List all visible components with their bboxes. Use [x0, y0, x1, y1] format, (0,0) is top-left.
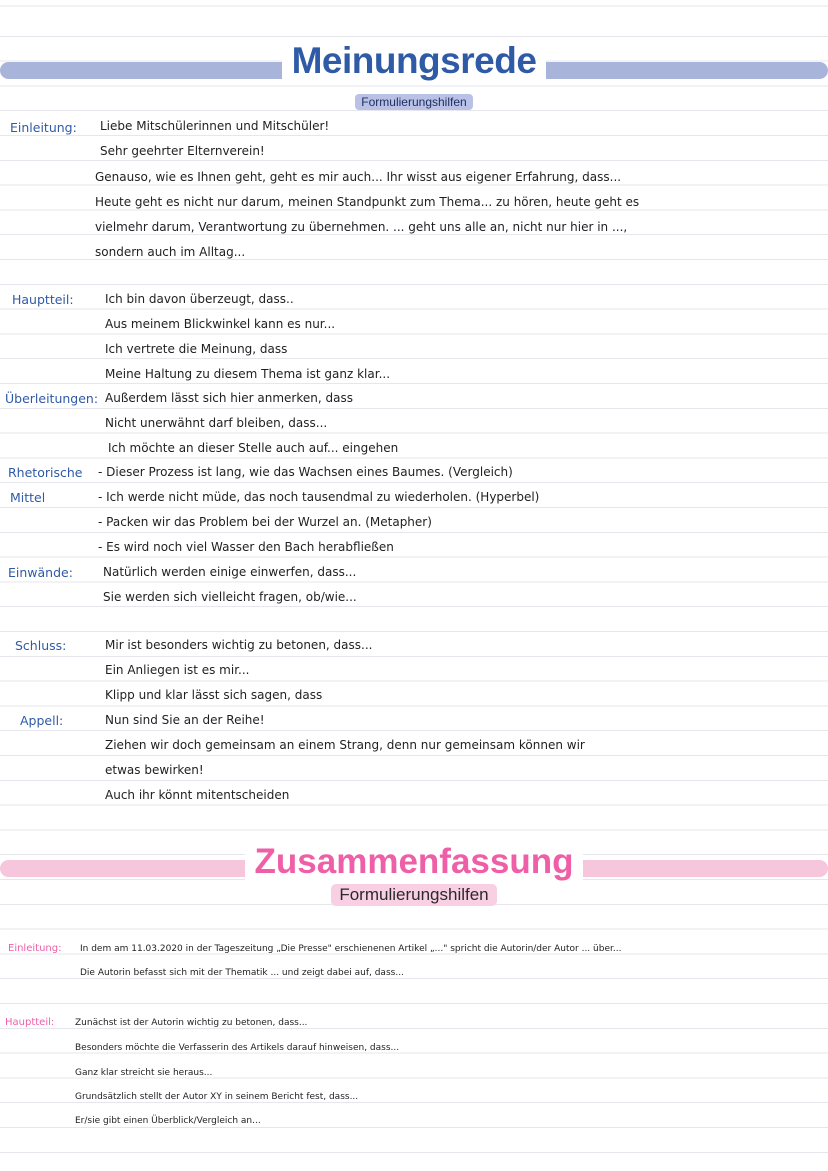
schluss-line-3: Klipp und klar lässt sich sagen, dass: [105, 688, 323, 702]
hauptteil-line-4: Meine Haltung zu diesem Thema ist ganz klar...: [105, 367, 391, 381]
ueberleitungen-line-3: Ich möchte an dieser Stelle auch auf... eingehen: [108, 441, 399, 455]
label-schluss: Schluss:: [15, 638, 67, 653]
section-title-zusammenfassung: [0, 842, 828, 882]
ueberleitungen-line-1: Außerdem lässt sich hier anmerken, dass: [105, 391, 353, 405]
ueberleitungen-line-2: Nicht unerwähnt darf bleiben, dass...: [105, 416, 328, 430]
einleitung-line-6: sondern auch im Alltag...: [95, 245, 246, 259]
page-title: [0, 40, 828, 82]
appell-line-2: Ziehen wir doch gemeinsam an einem Strang, denn nur gemeinsam können wir: [105, 738, 585, 752]
label-hauptteil-2: Hauptteil:: [5, 1017, 55, 1028]
label-rhetorische: Rhetorische: [8, 465, 83, 480]
zf-hauptteil-line-1: Zunächst ist der Autorin wichtig zu betonen, dass...: [75, 1018, 308, 1028]
einwaende-line-1: Natürlich werden einige einwerfen, dass...: [103, 565, 357, 579]
einleitung-line-5: vielmehr darum, Verantwortung zu übernehmen. ... geht uns alle an, nicht nur hier in ...,: [95, 220, 628, 234]
label-einwaende: Einwände:: [8, 565, 73, 580]
label-einleitung: Einleitung:: [10, 120, 77, 135]
page-title-text: Meinungsrede: [282, 40, 547, 82]
appell-line-3: etwas bewirken!: [105, 763, 204, 777]
zf-hauptteil-line-5: Er/sie gibt einen Überblick/Vergleich an...: [75, 1116, 261, 1126]
zf-hauptteil-line-3: Ganz klar streicht sie heraus...: [75, 1068, 213, 1078]
einleitung-line-1: Liebe Mitschülerinnen und Mitschüler!: [100, 119, 330, 133]
rhetorik-line-4: - Es wird noch viel Wasser den Bach herabfließen: [98, 540, 394, 554]
zf-einleitung-line-2: Die Autorin befasst sich mit der Thematik ... und zeigt dabei auf, dass...: [80, 968, 404, 978]
einleitung-line-2: Sehr geehrter Elternverein!: [100, 144, 265, 158]
hauptteil-line-3: Ich vertrete die Meinung, dass: [105, 342, 288, 356]
schluss-line-1: Mir ist besonders wichtig zu betonen, dass...: [105, 638, 373, 652]
label-hauptteil: Hauptteil:: [12, 292, 74, 307]
label-mittel: Mittel: [10, 490, 46, 505]
subtitle-pink-text: Formulierungshilfen: [331, 884, 496, 906]
schluss-line-2: Ein Anliegen ist es mir...: [105, 663, 250, 677]
label-ueberleitungen: Überleitungen:: [5, 391, 99, 406]
zf-einleitung-line-1: In dem am 11.03.2020 in der Tageszeitung „Die Presse" erschienenen Artikel „..." spricht die Autorin/der Autor ... über...: [80, 944, 622, 954]
hauptteil-line-2: Aus meinem Blickwinkel kann es nur...: [105, 317, 336, 331]
rhetorik-line-3: - Packen wir das Problem bei der Wurzel an. (Metapher): [98, 515, 432, 529]
subtitle-label: [0, 93, 828, 111]
rhetorik-line-1: - Dieser Prozess ist lang, wie das Wachsen eines Baumes. (Vergleich): [98, 465, 513, 479]
label-einleitung-2: Einleitung:: [8, 943, 62, 954]
hauptteil-line-1: Ich bin davon überzeugt, dass..: [105, 292, 294, 306]
zf-hauptteil-line-4: Grundsätzlich stellt der Autor XY in seinem Bericht fest, dass...: [75, 1092, 359, 1102]
subtitle-text: Formulierungshilfen: [355, 94, 472, 110]
einwaende-line-2: Sie werden sich vielleicht fragen, ob/wie...: [103, 590, 357, 604]
zf-hauptteil-line-2: Besonders möchte die Verfasserin des Artikels darauf hinweisen, dass...: [75, 1043, 400, 1053]
appell-line-1: Nun sind Sie an der Reihe!: [105, 713, 265, 727]
einleitung-line-3: Genauso, wie es Ihnen geht, geht es mir auch... Ihr wisst aus eigener Erfahrung, dass...: [95, 170, 622, 184]
section-title-text: Zusammenfassung: [245, 842, 584, 882]
rhetorik-line-2: - Ich werde nicht müde, das noch tausendmal zu wiederholen. (Hyperbel): [98, 490, 540, 504]
appell-line-4: Auch ihr könnt mitentscheiden: [105, 788, 290, 802]
label-appell: Appell:: [20, 713, 64, 728]
subtitle-label-pink: [0, 884, 828, 906]
einleitung-line-4: Heute geht es nicht nur darum, meinen Standpunkt zum Thema... zu hören, heute geht es: [95, 195, 640, 209]
